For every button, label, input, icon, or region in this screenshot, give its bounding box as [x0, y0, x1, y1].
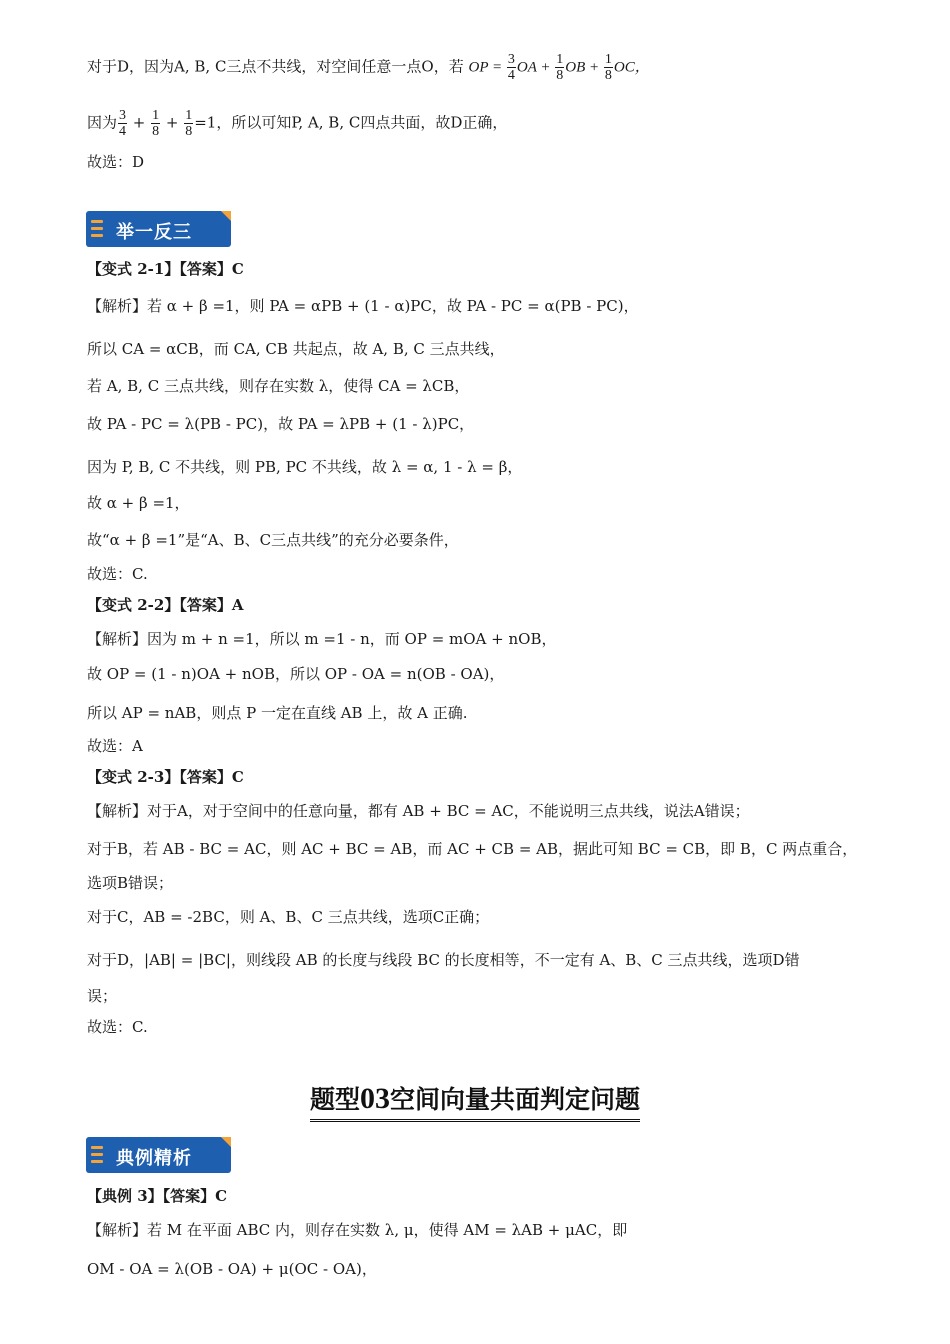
answer-d: 故选：D — [87, 153, 145, 171]
v23-line5: 对于D，|AB| = |BC|，则线段 AB 的长度与线段 BC 的长度相等，不一定有 A、B、C 三点共线，选项D错 — [87, 951, 800, 969]
v23-line2: 对于B，若 AB - BC = AC，则 AC + BC = AB，而 AC + CB = AB，据此可知 BC = CB，即 B，C 两点重合， — [87, 840, 858, 858]
v21-line4: 故 PA - PC = λ(PB - PC)，故 PA = λPB + (1 - λ)PC， — [87, 415, 475, 433]
v21-line3: 若 A, B, C 三点共线，则存在实数 λ，使得 CA = λCB， — [87, 377, 470, 395]
v22-line3: 所以 AP = nAB，则点 P 一定在直线 AB 上，故 A 正确. — [87, 704, 468, 722]
v23-heading: 【变式 2-3】【答案】C — [87, 768, 244, 786]
badge-corner-icon — [221, 1137, 231, 1147]
para-d-conclusion: =1，所以可知P, A, B, C四点共面，故D正确， — [194, 113, 508, 132]
section-title — [0, 1080, 950, 1122]
v21-line5: 因为 P, B, C 不共线，则 PB, PC 不共线，故 λ = α, 1 - λ = β， — [87, 458, 523, 476]
section-title-number: 03 — [360, 1082, 390, 1115]
ex3-heading: 【典例 3】【答案】C — [87, 1187, 228, 1205]
section-badge-practice — [86, 211, 231, 247]
fraction-1-8-c: $\frac{1}{8}$ — [152, 108, 160, 139]
v23-answer: 故选：C. — [87, 1018, 148, 1036]
v23-line6: 误； — [87, 987, 118, 1005]
v22-heading: 【变式 2-2】【答案】A — [87, 596, 244, 614]
v23-line4: 对于C，AB = -2BC，则 A、B、C 三点共线，选项C正确； — [87, 908, 490, 926]
ex3-line2: OM - OA = λ(OB - OA) + μ(OC - OA)， — [87, 1260, 377, 1278]
eq-oa: OA + — [516, 59, 555, 76]
v21-answer: 故选：C. — [87, 565, 148, 583]
v22-line1: 【解析】因为 m + n =1，所以 m =1 - n，而 OP = mOA + nOB， — [87, 630, 557, 648]
para-d-because: 因为 — [87, 113, 118, 132]
para-d-line2 — [87, 108, 507, 139]
badge-label: 典例精析 — [116, 1148, 192, 1169]
badge-corner-icon — [221, 211, 231, 221]
ex3-line1: 【解析】若 M 在平面 ABC 内，则存在实数 λ, μ，使得 AM = λAB + μAC，即 — [87, 1221, 628, 1239]
fraction-1-8-a: $\frac{1}{8}$ — [556, 52, 564, 83]
badge-label: 举一反三 — [116, 222, 192, 243]
para-d-line1 — [87, 52, 650, 83]
plus-1: + — [128, 113, 151, 132]
v23-line3: 选项B错误； — [87, 874, 174, 892]
eq-ob: OB + — [565, 59, 603, 76]
v22-line2: 故 OP = (1 - n)OA + nOB，所以 OP - OA = n(OB - OA)， — [87, 665, 505, 683]
eq-op: OP = — [468, 59, 506, 76]
badge-bars-icon — [91, 1146, 103, 1164]
section-title-text: 空间向量共面判定问题 — [390, 1085, 641, 1114]
badge-bars-icon — [91, 220, 103, 238]
section-badge-example — [86, 1137, 231, 1173]
v22-answer: 故选：A — [87, 737, 143, 755]
fraction-3-4: $\frac{3}{4}$ — [507, 52, 515, 83]
v21-line2: 所以 CA = αCB，而 CA, CB 共起点，故 A, B, C 三点共线， — [87, 340, 505, 358]
fraction-1-8-d: $\frac{1}{8}$ — [185, 108, 193, 139]
plus-2: + — [161, 113, 184, 132]
v21-line1: 【解析】若 α + β =1，则 PA = αPB + (1 - α)PC，故 PA - PC = α(PB - PC)， — [87, 297, 639, 315]
v21-line6: 故 α + β =1， — [87, 494, 190, 512]
section-title-prefix: 题型 — [309, 1085, 360, 1114]
v23-line1: 【解析】对于A，对于空间中的任意向量，都有 AB + BC = AC，不能说明三点共线，说法A错误； — [87, 802, 750, 820]
fraction-1-8-b: $\frac{1}{8}$ — [604, 52, 612, 83]
para-d-text: 对于D，因为A, B, C三点不共线，对空间任意一点O，若 — [87, 57, 464, 76]
fraction-3-4-b: $\frac{3}{4}$ — [119, 108, 127, 139]
v21-line7: 故“α + β =1”是“A、B、C三点共线”的充分必要条件， — [87, 531, 459, 549]
v21-heading: 【变式 2-1】【答案】C — [87, 260, 244, 278]
eq-oc: OC， — [613, 59, 650, 76]
